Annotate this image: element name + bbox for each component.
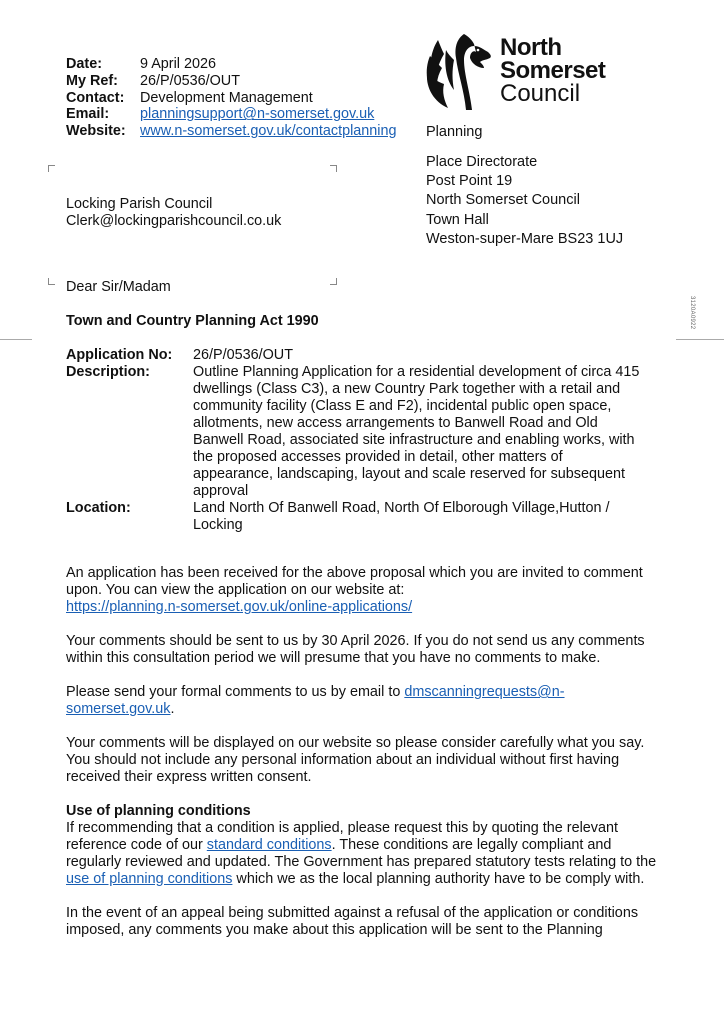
scanning-email-link[interactable]: dmscanningrequests@n-somerset.gov.uk (66, 684, 565, 717)
meta-label: My Ref: (66, 72, 118, 89)
recipient-email: Clerk@lockingparishcouncil.co.uk (66, 213, 282, 229)
meta-ref (66, 73, 397, 90)
logo-line-north: North (500, 34, 562, 61)
recipient-name: Locking Parish Council (66, 196, 213, 212)
application-number: 26/P/0536/OUT (193, 347, 293, 363)
conditions-heading: Use of planning conditions (66, 803, 251, 819)
application-details (66, 347, 646, 534)
meta-date (66, 56, 397, 73)
department-name: Planning (426, 124, 483, 140)
address-window-corner (48, 278, 55, 285)
use-of-planning-conditions-link[interactable]: use of planning conditions (66, 871, 233, 887)
meta-label: Date: (66, 56, 102, 72)
application-location: Land North Of Banwell Road, North Of Elborough Village,Hutton / Locking (193, 500, 610, 533)
paragraph-text: If recommending that a condition is applied, please request this by quoting the relevant reference code of our (66, 820, 618, 853)
fold-mark-left (0, 339, 32, 340)
contact-value: Development Management (140, 89, 313, 106)
address-line: North Somerset Council (426, 192, 580, 209)
paragraph-deadline: Your comments should be sent to us by 30 April 2026. If you do not send us any comments within this consultation period we will presume that you have no comments to make. (66, 633, 645, 666)
description-row (66, 364, 646, 500)
meta-label: Contact: (66, 89, 125, 106)
logo-line-somerset: Somerset (500, 57, 606, 84)
letter-body (66, 565, 666, 956)
paragraph-privacy: Your comments will be displayed on our website so please consider carefully what you say. You should not include any personal information about an individual without first having received their express written consent. (66, 735, 645, 785)
website-link[interactable]: www.n-somerset.gov.uk/contactplanning (140, 123, 397, 140)
field-label: Application No: (66, 347, 173, 363)
paragraph-email-instructions (66, 684, 666, 718)
field-label: Description: (66, 364, 150, 380)
field-label: Location: (66, 500, 131, 516)
act-title: Town and Country Planning Act 1990 (66, 313, 319, 329)
salutation: Dear Sir/Madam (66, 279, 171, 295)
paragraph-text: An application has been received for the above proposal which you are invited to comment upon. You can view the application on our website at: (66, 565, 643, 598)
document-code: 3120A0922 (689, 296, 695, 330)
paragraph-invitation (66, 565, 666, 616)
council-logo (424, 30, 624, 112)
paragraph-text: Please send your formal comments to us by email to (66, 684, 405, 700)
meta-label: Email: (66, 106, 110, 123)
paragraph-appeal: In the event of an appeal being submitted against a refusal of the application or conditions imposed, any comments you make about this application will be sent to the Planning (66, 905, 639, 938)
council-address (426, 153, 623, 249)
address-window-corner (48, 165, 55, 172)
meta-contact (66, 90, 397, 107)
paragraph-conditions (66, 803, 666, 888)
logo-line-council: Council (500, 80, 581, 107)
online-applications-link[interactable]: https://planning.n-somerset.gov.uk/online-applications/ (66, 599, 413, 615)
logo-wordmark (500, 36, 605, 106)
meta-label: Website: (66, 123, 126, 140)
address-line: Town Hall (426, 211, 489, 228)
meta-website (66, 123, 397, 140)
address-line: Weston-super-Mare BS23 1UJ (426, 230, 624, 247)
application-description: Outline Planning Application for a residential development of circa 415 dwellings (Class C3), a new Country Park together with a retail and community facility (Class E and F2), incidental public open space, allotments, new access arrangements to Banwell Road and Old Banwell Road, associated site infrastructure and enabling works, with the proposed accesses provided in detail, other matters of appearance, landscaping, layout and scale reserved for subsequent approval (193, 364, 640, 499)
meta-email (66, 106, 397, 123)
paragraph-text: which we as the local planning authority have to be comply with. (232, 871, 645, 887)
location-row (66, 500, 646, 534)
fold-mark-right (676, 339, 724, 340)
standard-conditions-link[interactable]: standard conditions (206, 837, 332, 853)
ref-value: 26/P/0536/OUT (140, 72, 240, 89)
address-line: Place Directorate (426, 154, 538, 170)
paragraph-text: . (170, 701, 175, 717)
letter-meta (66, 56, 397, 140)
paragraph-text: . These conditions are legally compliant and regularly reviewed and updated. The Government has prepared statutory tests relating to the (66, 837, 657, 870)
wyvern-logo-icon (424, 30, 496, 112)
address-window-corner (330, 165, 337, 172)
email-link[interactable]: planningsupport@n-somerset.gov.uk (140, 106, 375, 123)
recipient-block (66, 196, 281, 230)
date-value: 9 April 2026 (140, 56, 217, 72)
application-number-row (66, 347, 646, 364)
address-line: Post Point 19 (426, 173, 513, 190)
address-window-corner (330, 278, 337, 285)
